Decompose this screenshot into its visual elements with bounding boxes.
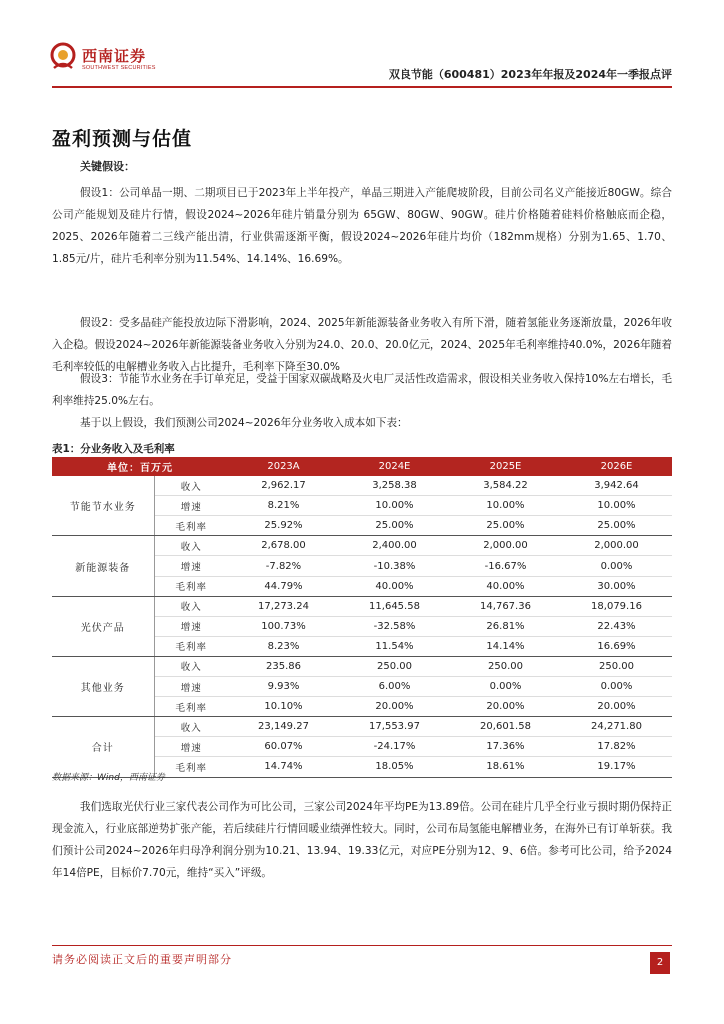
metric-label: 毛利率 [154, 757, 228, 777]
disclaimer-note: 请务必阅读正文后的重要声明部分 [52, 953, 232, 966]
table-cell: 17,273.24 [228, 596, 339, 616]
southwest-securities-logo-icon [50, 42, 76, 72]
metric-label: 收入 [154, 536, 228, 556]
footer-divider [52, 945, 672, 946]
table-cell: 8.21% [228, 496, 339, 516]
assumption-1-paragraph: 假设1：公司单晶一期、二期项目已于2023年上半年投产，单晶三期进入产能爬坡阶段，目前公司名义产能接近80GW。综合公司产能规划及硅片行情，假设2024~2026年硅片销量分别为 65GW、80GW、90GW。硅片价格随着硅料价格触底而企稳，2025、2026年随着二三线产能出清，行业供需逐渐平衡，假设2024~2026年硅片均价（182mm规格）分别为1.65、1.70、1.85元/片，硅片毛利率分别为11.54%、14.14%、16.69%。 [52, 187, 672, 265]
table-cell: 24,271.80 [561, 717, 672, 737]
table-cell: 22.43% [561, 616, 672, 636]
table-cell: -7.82% [228, 556, 339, 576]
column-header: 2023A [228, 457, 339, 476]
table-cell: 25.00% [561, 516, 672, 536]
table-cell: 250.00 [561, 656, 672, 676]
assumption-2-paragraph: 假设2：受多晶硅产能投放边际下滑影响，2024、2025年新能源装备业务收入有所下滑，随着氢能业务逐渐放量，2026年收入企稳。假设2024~2026年新能源装备业务收入分别为24.0、20.0、20.0亿元，2024、2025年毛利率维持40.0%，2026年随着毛利率较低的电解槽业务收入占比提升，毛利率下降至30.0% [52, 317, 672, 373]
table-cell: 250.00 [339, 656, 450, 676]
table-cell: 2,962.17 [228, 476, 339, 496]
table-cell: 16.69% [561, 636, 672, 656]
table-cell: 3,942.64 [561, 476, 672, 496]
table-cell: 20,601.58 [450, 717, 561, 737]
metric-label: 增速 [154, 677, 228, 697]
table-cell: 23,149.27 [228, 717, 339, 737]
table-cell: 20.00% [339, 697, 450, 717]
table-cell: 11,645.58 [339, 596, 450, 616]
logo-name: 西南证券 [82, 47, 147, 65]
table-cell: 30.00% [561, 576, 672, 596]
table-row [52, 596, 672, 616]
table-cell: 19.17% [561, 757, 672, 777]
assumption-3-paragraph: 假设3：节能节水业务在手订单充足，受益于国家双碳战略及火电厂灵活性改造需求，假设相关业务收入保持10%左右增长，毛利率维持25.0%左右。 [52, 373, 672, 407]
table-cell: 20.00% [450, 697, 561, 717]
segment-name: 合计 [52, 717, 154, 777]
table-cell: 40.00% [339, 576, 450, 596]
metric-label: 收入 [154, 717, 228, 737]
column-header: 2025E [450, 457, 561, 476]
table-cell: 9.93% [228, 677, 339, 697]
metric-label: 毛利率 [154, 697, 228, 717]
logo [50, 42, 160, 76]
table-cell: 2,678.00 [228, 536, 339, 556]
table-cell: 14,767.36 [450, 596, 561, 616]
metric-label: 收入 [154, 476, 228, 496]
segment-name: 新能源装备 [52, 536, 154, 596]
segment-name: 其他业务 [52, 656, 154, 716]
table-cell: 18.61% [450, 757, 561, 777]
table-cell: 0.00% [561, 556, 672, 576]
table-cell: 18,079.16 [561, 596, 672, 616]
column-header: 2026E [561, 457, 672, 476]
metric-label: 毛利率 [154, 576, 228, 596]
report-title: 双良节能（600481）2023年年报及2024年一季报点评 [388, 68, 672, 81]
table-cell: -10.38% [339, 556, 450, 576]
table-cell: 40.00% [450, 576, 561, 596]
metric-label: 增速 [154, 616, 228, 636]
table-caption: 表1：分业务收入及毛利率 [52, 443, 175, 455]
segment-name: 光伏产品 [52, 596, 154, 656]
table-cell: 60.07% [228, 737, 339, 757]
column-header: 2024E [339, 457, 450, 476]
table-cell: 44.79% [228, 576, 339, 596]
table-cell: 3,584.22 [450, 476, 561, 496]
table-cell: 17.82% [561, 737, 672, 757]
metric-label: 增速 [154, 496, 228, 516]
metric-label: 增速 [154, 556, 228, 576]
table-cell: -24.17% [339, 737, 450, 757]
table-cell: 14.74% [228, 757, 339, 777]
unit-label: 单位：百万元 [52, 457, 228, 476]
table-cell: 235.86 [228, 656, 339, 676]
header-divider [52, 86, 672, 88]
table-cell: 2,000.00 [450, 536, 561, 556]
table-row [52, 656, 672, 676]
segment-name: 节能节水业务 [52, 476, 154, 536]
table-cell: 10.00% [339, 496, 450, 516]
table-cell: 25.92% [228, 516, 339, 536]
metric-label: 毛利率 [154, 516, 228, 536]
table-cell: 11.54% [339, 636, 450, 656]
key-assumptions-heading: 关键假设： [80, 160, 135, 173]
table-cell: 2,000.00 [561, 536, 672, 556]
table-cell: 14.14% [450, 636, 561, 656]
table-cell: 25.00% [339, 516, 450, 536]
metric-label: 收入 [154, 596, 228, 616]
metric-label: 毛利率 [154, 636, 228, 656]
table-cell: 2,400.00 [339, 536, 450, 556]
logo-subtitle: SOUTHWEST SECURITIES [82, 65, 156, 71]
data-source: 数据来源：Wind，西南证券 [52, 773, 165, 783]
table-header-row [52, 457, 672, 476]
table-row [52, 717, 672, 737]
table-cell: 25.00% [450, 516, 561, 536]
table-cell: 17.36% [450, 737, 561, 757]
table-cell: 20.00% [561, 697, 672, 717]
metric-label: 增速 [154, 737, 228, 757]
table-cell: 18.05% [339, 757, 450, 777]
table-cell: 8.23% [228, 636, 339, 656]
table-cell: 100.73% [228, 616, 339, 636]
table-cell: 3,258.38 [339, 476, 450, 496]
table-row [52, 536, 672, 556]
table-cell: 6.00% [339, 677, 450, 697]
segment-revenue-table [52, 457, 672, 778]
page-number: 2 [650, 952, 670, 974]
metric-label: 收入 [154, 656, 228, 676]
valuation-paragraph: 我们选取光伏行业三家代表公司作为可比公司，三家公司2024年平均PE为13.89倍。公司在硅片几乎全行业亏损时期仍保持正现金流入，行业底部逆势扩张产能，若后续硅片行情回暖业绩弹性较大。同时，公司布局氢能电解槽业务，在海外已有订单斩获。我们预计公司2024~2026年归母净利润分别为10.21、13.94、19.33亿元，对应PE分别为12、9、6倍。参考可比公司，给予2024年14倍PE，目标价7.70元，维持“买入”评级。 [52, 801, 672, 879]
table-cell: 26.81% [450, 616, 561, 636]
table-cell: 10.00% [450, 496, 561, 516]
table-cell: 0.00% [450, 677, 561, 697]
table-cell: 10.00% [561, 496, 672, 516]
table-cell: 17,553.97 [339, 717, 450, 737]
table-cell: -32.58% [339, 616, 450, 636]
table-row [52, 476, 672, 496]
table-cell: 0.00% [561, 677, 672, 697]
table-cell: 10.10% [228, 697, 339, 717]
table-cell: 250.00 [450, 656, 561, 676]
forecast-intro-paragraph: 基于以上假设，我们预测公司2024~2026年分业务收入成本如下表： [80, 417, 408, 429]
table-cell: -16.67% [450, 556, 561, 576]
section-title: 盈利预测与估值 [52, 128, 193, 150]
